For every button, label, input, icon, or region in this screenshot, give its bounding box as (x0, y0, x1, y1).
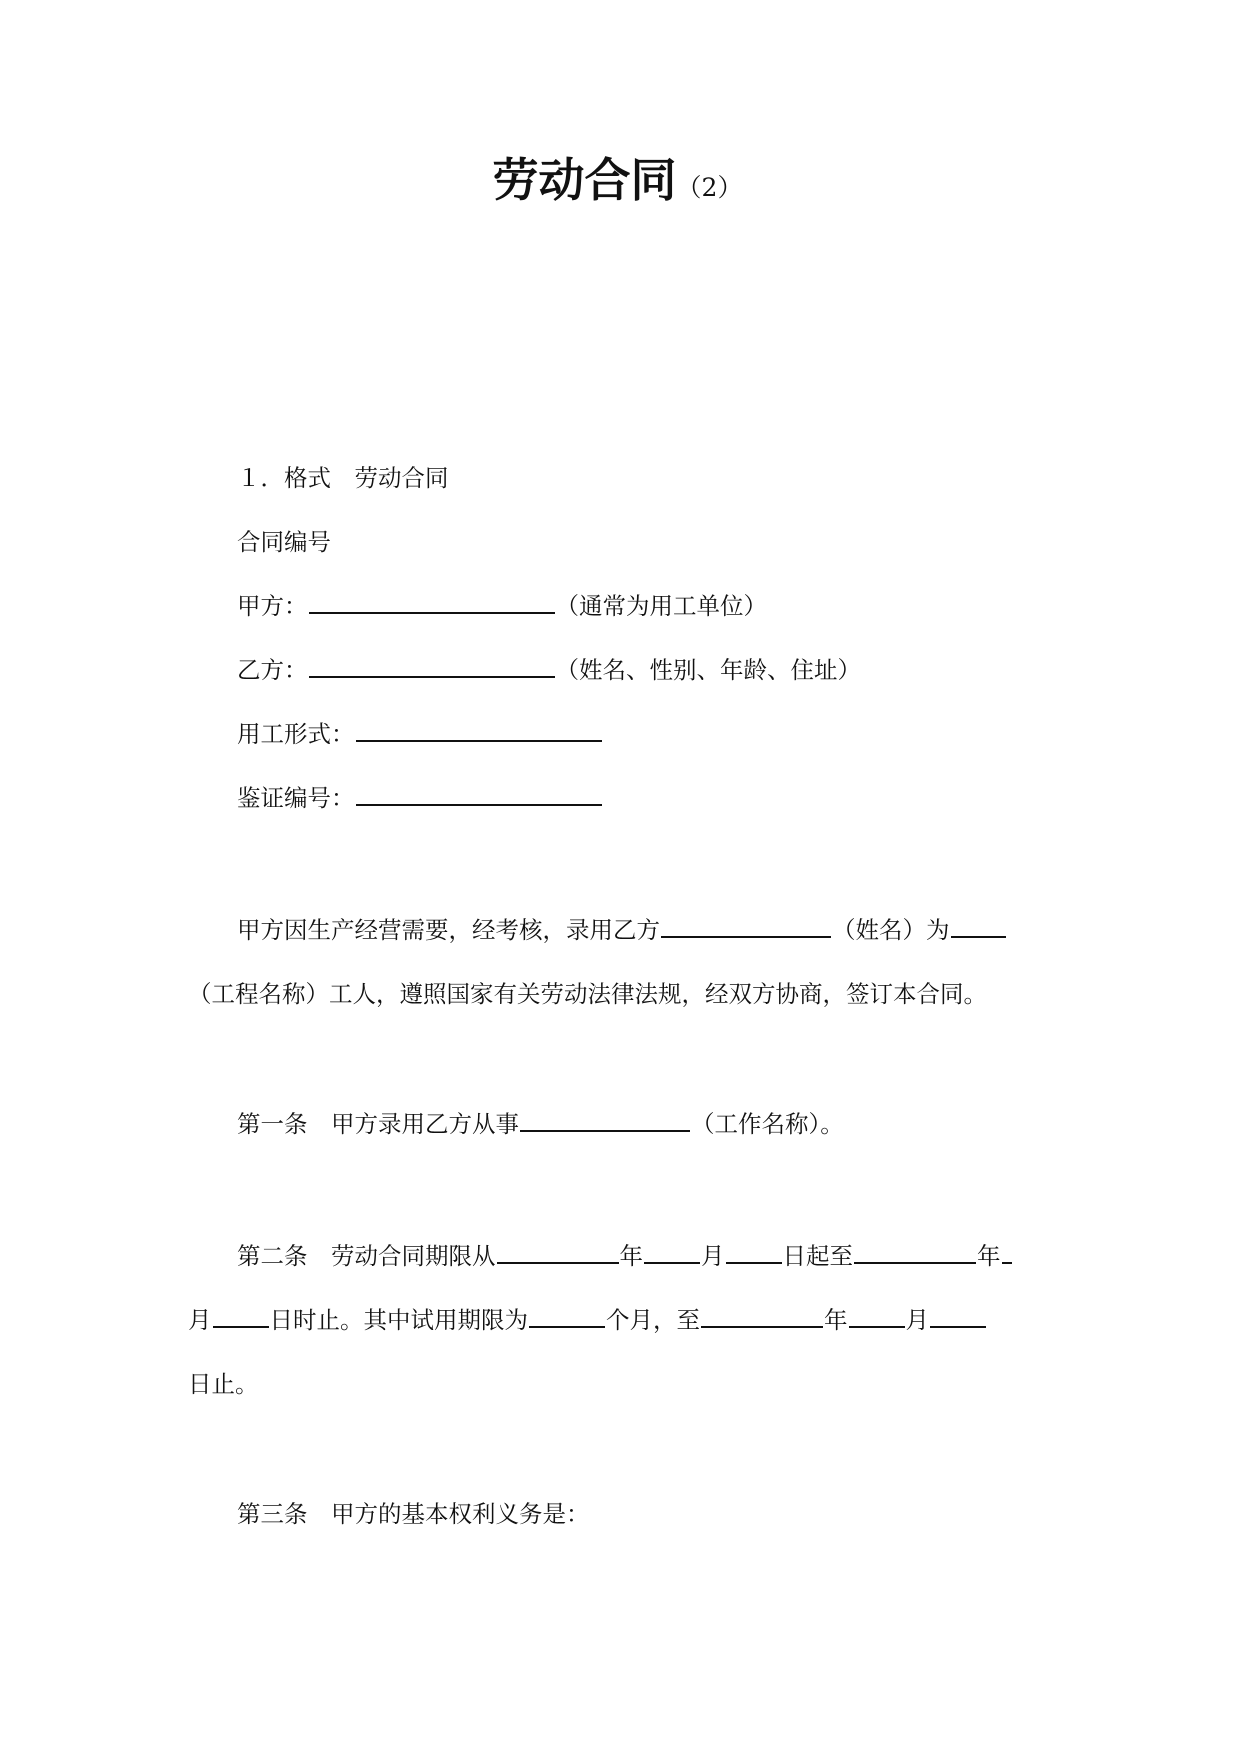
party-b-note: （姓名、性别、年龄、住址） (555, 656, 861, 684)
probation-end-day-blank[interactable] (930, 1300, 986, 1328)
preamble-line-2 (188, 974, 987, 1014)
start-month-blank[interactable] (644, 1236, 700, 1264)
article-2-text-1: 第二条 劳动合同期限从 (237, 1242, 496, 1270)
preamble-text-3: （工程名称）工人，遵照国家有关劳动法律法规，经双方协商，签订本合同。 (188, 980, 987, 1008)
start-year-blank[interactable] (497, 1236, 619, 1264)
article-2-line-3 (188, 1364, 259, 1404)
project-name-blank[interactable] (951, 910, 1006, 938)
employment-form-line (237, 714, 603, 754)
start-month-label: 月 (701, 1242, 725, 1270)
title-main: 劳动合同 (492, 153, 677, 207)
article-2-text-3: 个月，至 (606, 1306, 700, 1334)
article-3-text: 第三条 甲方的基本权利义务是： (237, 1500, 590, 1528)
probation-months-blank[interactable] (529, 1300, 605, 1328)
contract-no-line (237, 522, 331, 562)
party-b-blank[interactable] (309, 650, 555, 678)
party-a-note: （通常为用工单位） (555, 592, 767, 620)
article-2-line-1 (237, 1236, 1013, 1276)
article-2-line-2 (188, 1300, 987, 1340)
employee-name-blank[interactable] (661, 910, 831, 938)
article-1-line (237, 1104, 844, 1144)
start-day-label: 日起至 (782, 1242, 853, 1270)
end-year-trailing-blank[interactable] (1002, 1236, 1012, 1264)
start-year-label: 年 (619, 1242, 643, 1270)
end-year-label: 年 (977, 1242, 1001, 1270)
document-title (0, 150, 1235, 221)
end-month-label: 月 (188, 1306, 212, 1334)
party-b-line (237, 650, 861, 690)
article-2-end-text: 日止。 (188, 1370, 259, 1398)
party-a-line (237, 586, 767, 626)
format-line (237, 458, 449, 498)
start-day-blank[interactable] (726, 1236, 782, 1264)
article-2-text-2: 日时止。其中试用期限为 (269, 1306, 528, 1334)
probation-end-year-label: 年 (824, 1306, 848, 1334)
article-3-line (237, 1494, 590, 1534)
certification-no-label: 鉴证编号： (237, 784, 355, 812)
contract-no-label: 合同编号 (237, 528, 331, 556)
employment-form-blank[interactable] (356, 714, 602, 742)
party-b-label: 乙方： (237, 656, 308, 684)
end-year-blank[interactable] (854, 1236, 976, 1264)
probation-end-year-blank[interactable] (701, 1300, 823, 1328)
article-1-text-2: （工作名称）。 (691, 1110, 844, 1138)
probation-end-month-blank[interactable] (849, 1300, 905, 1328)
certification-no-blank[interactable] (356, 778, 602, 806)
preamble-text-2: （姓名）为 (832, 916, 950, 944)
certification-no-line (237, 778, 603, 818)
format-label: １．格式 劳动合同 (237, 464, 449, 492)
party-a-blank[interactable] (309, 586, 555, 614)
preamble-text-1: 甲方因生产经营需要，经考核，录用乙方 (237, 916, 660, 944)
title-sub: （2） (676, 173, 743, 202)
employment-form-label: 用工形式： (237, 720, 355, 748)
probation-end-month-label: 月 (905, 1306, 929, 1334)
end-day-blank[interactable] (213, 1300, 269, 1328)
job-title-blank[interactable] (520, 1104, 690, 1132)
article-1-text-1: 第一条 甲方录用乙方从事 (237, 1110, 519, 1138)
preamble-line-1 (237, 910, 1007, 950)
party-a-label: 甲方： (237, 592, 308, 620)
